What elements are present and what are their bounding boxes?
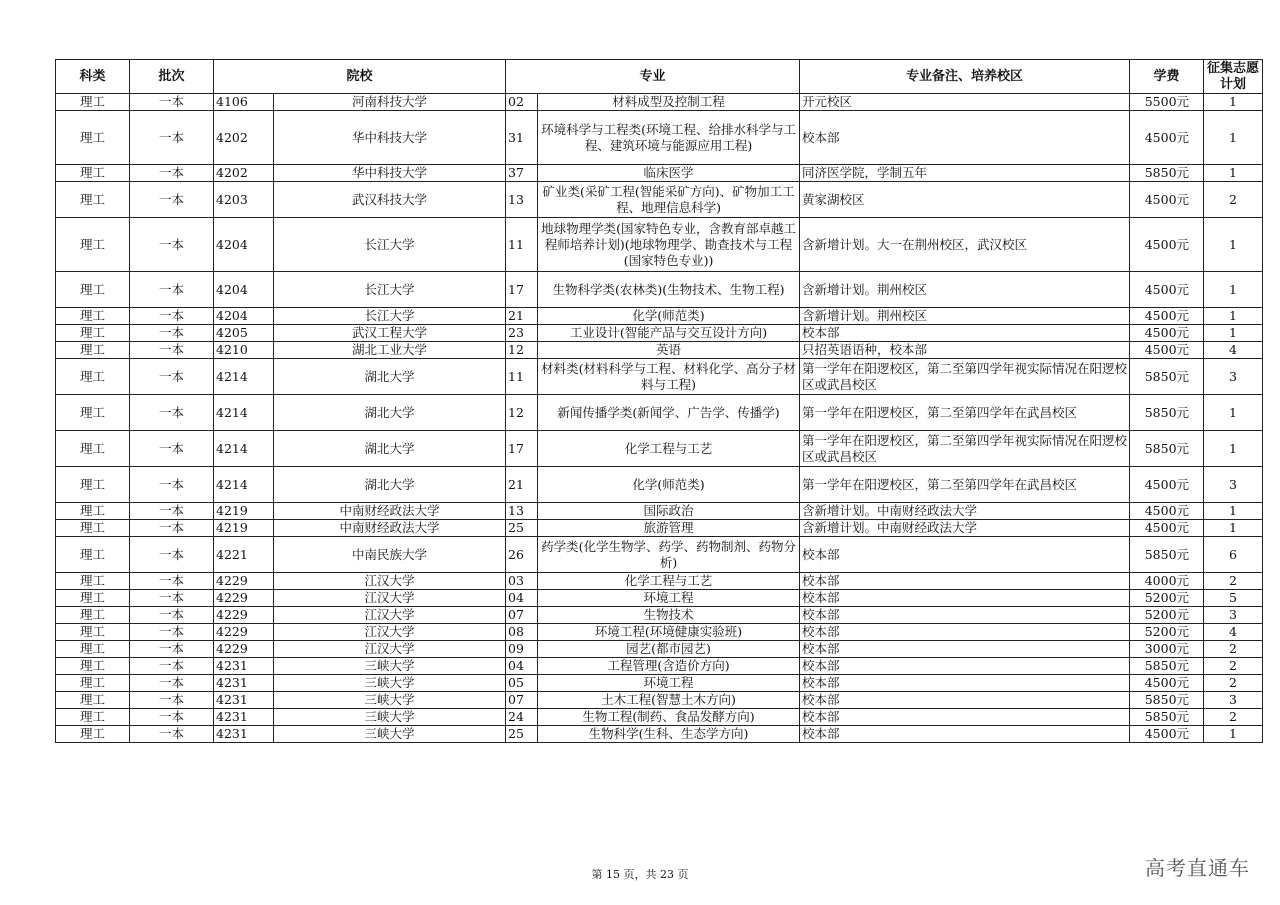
category-cell: 理工 [56,726,130,743]
school-code-cell: 4231 [214,692,274,709]
batch-cell: 一本 [130,467,214,503]
fee-cell: 4500元 [1130,342,1204,359]
major-name-cell: 生物科学类(农林类)(生物技术、生物工程) [538,272,800,308]
note-cell: 校本部 [800,537,1130,573]
note-cell: 含新增计划。大一在荆州校区，武汉校区 [800,218,1130,272]
note-cell: 含新增计划。中南财经政法大学 [800,520,1130,537]
school-code-cell: 4219 [214,503,274,520]
school-code-cell: 4229 [214,641,274,658]
batch-cell: 一本 [130,182,214,218]
plan-cell: 3 [1204,359,1263,395]
fee-cell: 5850元 [1130,709,1204,726]
major-code-cell: 07 [506,607,538,624]
school-name-cell: 湖北大学 [274,359,506,395]
major-code-cell: 25 [506,520,538,537]
batch-cell: 一本 [130,165,214,182]
plan-cell: 1 [1204,726,1263,743]
major-code-cell: 31 [506,111,538,165]
school-name-cell: 湖北大学 [274,431,506,467]
major-name-cell: 旅游管理 [538,520,800,537]
batch-cell: 一本 [130,111,214,165]
school-name-cell: 长江大学 [274,272,506,308]
plan-cell: 2 [1204,658,1263,675]
plan-cell: 1 [1204,520,1263,537]
fee-cell: 5850元 [1130,431,1204,467]
header-fee: 学费 [1130,60,1204,94]
category-cell: 理工 [56,431,130,467]
note-cell: 含新增计划。荆州校区 [800,272,1130,308]
fee-cell: 4500元 [1130,308,1204,325]
major-name-cell: 化学(师范类) [538,308,800,325]
major-code-cell: 17 [506,431,538,467]
note-cell: 第一学年在阳逻校区，第二至第四学年视实际情况在阳逻校区或武昌校区 [800,359,1130,395]
plan-cell: 4 [1204,342,1263,359]
plan-cell: 6 [1204,537,1263,573]
plan-cell: 2 [1204,573,1263,590]
category-cell: 理工 [56,342,130,359]
note-cell: 第一学年在阳逻校区，第二至第四学年视实际情况在阳逻校区或武昌校区 [800,431,1130,467]
fee-cell: 4500元 [1130,675,1204,692]
header-school: 院校 [214,60,506,94]
batch-cell: 一本 [130,395,214,431]
category-cell: 理工 [56,467,130,503]
table-row [56,675,1263,692]
fee-cell: 4500元 [1130,272,1204,308]
plan-cell: 4 [1204,624,1263,641]
school-name-cell: 华中科技大学 [274,165,506,182]
major-name-cell: 新闻传播学类(新闻学、广告学、传播学) [538,395,800,431]
major-name-cell: 国际政治 [538,503,800,520]
fee-cell: 4000元 [1130,573,1204,590]
category-cell: 理工 [56,503,130,520]
school-name-cell: 三峡大学 [274,726,506,743]
school-code-cell: 4214 [214,431,274,467]
table-row [56,182,1263,218]
school-name-cell: 三峡大学 [274,675,506,692]
plan-cell: 1 [1204,431,1263,467]
batch-cell: 一本 [130,624,214,641]
category-cell: 理工 [56,607,130,624]
major-code-cell: 04 [506,590,538,607]
table-row [56,520,1263,537]
major-name-cell: 环境工程 [538,675,800,692]
fee-cell: 4500元 [1130,325,1204,342]
school-code-cell: 4231 [214,658,274,675]
fee-cell: 5200元 [1130,607,1204,624]
fee-cell: 5850元 [1130,537,1204,573]
major-code-cell: 21 [506,308,538,325]
school-name-cell: 武汉科技大学 [274,182,506,218]
school-name-cell: 中南民族大学 [274,537,506,573]
table-row [56,624,1263,641]
school-code-cell: 4214 [214,467,274,503]
fee-cell: 4500元 [1130,726,1204,743]
category-cell: 理工 [56,94,130,111]
major-name-cell: 环境科学与工程类(环境工程、给排水科学与工程、建筑环境与能源应用工程) [538,111,800,165]
table-row [56,709,1263,726]
school-name-cell: 中南财经政法大学 [274,503,506,520]
note-cell: 校本部 [800,709,1130,726]
category-cell: 理工 [56,520,130,537]
school-code-cell: 4210 [214,342,274,359]
category-cell: 理工 [56,325,130,342]
major-code-cell: 23 [506,325,538,342]
table-header-row [56,60,1263,94]
plan-cell: 1 [1204,165,1263,182]
category-cell: 理工 [56,111,130,165]
table-row [56,94,1263,111]
school-code-cell: 4214 [214,395,274,431]
batch-cell: 一本 [130,520,214,537]
fee-cell: 5200元 [1130,590,1204,607]
school-code-cell: 4231 [214,675,274,692]
fee-cell: 5850元 [1130,165,1204,182]
major-code-cell: 05 [506,675,538,692]
table-row [56,272,1263,308]
major-name-cell: 化学工程与工艺 [538,573,800,590]
header-major: 专业 [506,60,800,94]
category-cell: 理工 [56,395,130,431]
note-cell: 黄家湖校区 [800,182,1130,218]
major-name-cell: 园艺(都市园艺) [538,641,800,658]
table-row [56,503,1263,520]
major-code-cell: 37 [506,165,538,182]
note-cell: 校本部 [800,658,1130,675]
table-row [56,395,1263,431]
category-cell: 理工 [56,658,130,675]
fee-cell: 5850元 [1130,395,1204,431]
major-code-cell: 25 [506,726,538,743]
school-code-cell: 4106 [214,94,274,111]
header-batch: 批次 [130,60,214,94]
school-code-cell: 4229 [214,573,274,590]
note-cell: 校本部 [800,726,1130,743]
table-row [56,165,1263,182]
school-name-cell: 华中科技大学 [274,111,506,165]
major-code-cell: 26 [506,537,538,573]
plan-cell: 1 [1204,503,1263,520]
fee-cell: 5200元 [1130,624,1204,641]
table-row [56,537,1263,573]
note-cell: 开元校区 [800,94,1130,111]
plan-cell: 2 [1204,675,1263,692]
table-row [56,726,1263,743]
table-row [56,692,1263,709]
note-cell: 校本部 [800,641,1130,658]
major-code-cell: 12 [506,395,538,431]
school-code-cell: 4214 [214,359,274,395]
batch-cell: 一本 [130,308,214,325]
table-row [56,607,1263,624]
school-name-cell: 三峡大学 [274,709,506,726]
major-code-cell: 03 [506,573,538,590]
school-code-cell: 4229 [214,590,274,607]
category-cell: 理工 [56,641,130,658]
batch-cell: 一本 [130,431,214,467]
plan-cell: 2 [1204,641,1263,658]
school-name-cell: 江汉大学 [274,641,506,658]
major-code-cell: 09 [506,641,538,658]
batch-cell: 一本 [130,709,214,726]
table-row [56,658,1263,675]
school-code-cell: 4202 [214,165,274,182]
major-name-cell: 材料类(材料科学与工程、材料化学、高分子材料与工程) [538,359,800,395]
fee-cell: 4500元 [1130,182,1204,218]
plan-cell: 3 [1204,467,1263,503]
batch-cell: 一本 [130,675,214,692]
table-row [56,573,1263,590]
school-code-cell: 4204 [214,308,274,325]
major-code-cell: 13 [506,182,538,218]
category-cell: 理工 [56,692,130,709]
note-cell: 校本部 [800,624,1130,641]
fee-cell: 4500元 [1130,503,1204,520]
watermark: 高考直通车 [1145,856,1250,880]
major-code-cell: 11 [506,218,538,272]
category-cell: 理工 [56,165,130,182]
category-cell: 理工 [56,573,130,590]
school-name-cell: 河南科技大学 [274,94,506,111]
fee-cell: 5850元 [1130,658,1204,675]
table-row [56,325,1263,342]
header-plan: 征集志愿计划 [1204,60,1263,94]
note-cell: 含新增计划。荆州校区 [800,308,1130,325]
category-cell: 理工 [56,624,130,641]
table-row [56,111,1263,165]
category-cell: 理工 [56,709,130,726]
category-cell: 理工 [56,675,130,692]
major-code-cell: 02 [506,94,538,111]
school-code-cell: 4231 [214,726,274,743]
note-cell: 校本部 [800,590,1130,607]
school-name-cell: 长江大学 [274,308,506,325]
batch-cell: 一本 [130,359,214,395]
major-name-cell: 生物技术 [538,607,800,624]
major-name-cell: 生物科学(生科、生态学方向) [538,726,800,743]
major-name-cell: 环境工程(环境健康实验班) [538,624,800,641]
school-code-cell: 4204 [214,218,274,272]
batch-cell: 一本 [130,726,214,743]
major-name-cell: 化学工程与工艺 [538,431,800,467]
batch-cell: 一本 [130,503,214,520]
fee-cell: 3000元 [1130,641,1204,658]
category-cell: 理工 [56,537,130,573]
batch-cell: 一本 [130,607,214,624]
fee-cell: 4500元 [1130,111,1204,165]
page-number: 第 15 页，共 23 页 [591,868,689,881]
major-name-cell: 工程管理(含造价方向) [538,658,800,675]
major-code-cell: 07 [506,692,538,709]
school-name-cell: 江汉大学 [274,607,506,624]
plan-cell: 1 [1204,272,1263,308]
fee-cell: 5500元 [1130,94,1204,111]
school-name-cell: 中南财经政法大学 [274,520,506,537]
batch-cell: 一本 [130,641,214,658]
batch-cell: 一本 [130,658,214,675]
major-code-cell: 11 [506,359,538,395]
table-row [56,431,1263,467]
school-name-cell: 湖北大学 [274,467,506,503]
note-cell: 第一学年在阳逻校区，第二至第四学年在武昌校区 [800,467,1130,503]
header-category: 科类 [56,60,130,94]
batch-cell: 一本 [130,94,214,111]
plan-cell: 1 [1204,308,1263,325]
major-name-cell: 化学(师范类) [538,467,800,503]
batch-cell: 一本 [130,272,214,308]
major-name-cell: 材料成型及控制工程 [538,94,800,111]
note-cell: 只招英语语种，校本部 [800,342,1130,359]
fee-cell: 4500元 [1130,520,1204,537]
school-code-cell: 4229 [214,607,274,624]
category-cell: 理工 [56,272,130,308]
school-code-cell: 4221 [214,537,274,573]
plan-cell: 2 [1204,182,1263,218]
major-name-cell: 土木工程(智慧土木方向) [538,692,800,709]
school-code-cell: 4203 [214,182,274,218]
school-code-cell: 4202 [214,111,274,165]
note-cell: 同济医学院，学制五年 [800,165,1130,182]
note-cell: 校本部 [800,573,1130,590]
school-name-cell: 湖北工业大学 [274,342,506,359]
school-code-cell: 4219 [214,520,274,537]
category-cell: 理工 [56,308,130,325]
category-cell: 理工 [56,590,130,607]
note-cell: 校本部 [800,325,1130,342]
major-code-cell: 04 [506,658,538,675]
plan-cell: 1 [1204,94,1263,111]
major-name-cell: 生物工程(制药、食品发酵方向) [538,709,800,726]
major-code-cell: 24 [506,709,538,726]
plan-cell: 1 [1204,218,1263,272]
major-name-cell: 地球物理学类(国家特色专业，含教育部卓越工程师培养计划)(地球物理学、勘查技术与工程(国家特色专业)) [538,218,800,272]
school-name-cell: 湖北大学 [274,395,506,431]
note-cell: 校本部 [800,692,1130,709]
batch-cell: 一本 [130,537,214,573]
table-row [56,467,1263,503]
fee-cell: 5850元 [1130,692,1204,709]
school-code-cell: 4205 [214,325,274,342]
fee-cell: 4500元 [1130,467,1204,503]
batch-cell: 一本 [130,218,214,272]
major-code-cell: 17 [506,272,538,308]
school-name-cell: 三峡大学 [274,692,506,709]
category-cell: 理工 [56,218,130,272]
plan-cell: 5 [1204,590,1263,607]
batch-cell: 一本 [130,325,214,342]
note-cell: 校本部 [800,111,1130,165]
plan-cell: 1 [1204,325,1263,342]
school-name-cell: 江汉大学 [274,590,506,607]
table-row [56,218,1263,272]
major-code-cell: 21 [506,467,538,503]
category-cell: 理工 [56,359,130,395]
plan-cell: 3 [1204,607,1263,624]
school-code-cell: 4231 [214,709,274,726]
note-cell: 第一学年在阳逻校区，第二至第四学年在武昌校区 [800,395,1130,431]
table-row [56,308,1263,325]
header-note: 专业备注、培养校区 [800,60,1130,94]
major-name-cell: 英语 [538,342,800,359]
table-row [56,359,1263,395]
fee-cell: 5850元 [1130,359,1204,395]
batch-cell: 一本 [130,342,214,359]
fee-cell: 4500元 [1130,218,1204,272]
note-cell: 校本部 [800,675,1130,692]
school-code-cell: 4229 [214,624,274,641]
major-name-cell: 工业设计(智能产品与交互设计方向) [538,325,800,342]
plan-cell: 1 [1204,395,1263,431]
major-code-cell: 08 [506,624,538,641]
note-cell: 校本部 [800,607,1130,624]
school-name-cell: 长江大学 [274,218,506,272]
table-row [56,590,1263,607]
batch-cell: 一本 [130,692,214,709]
table-row [56,641,1263,658]
batch-cell: 一本 [130,590,214,607]
admission-plan-table [55,59,1263,743]
major-code-cell: 13 [506,503,538,520]
plan-cell: 3 [1204,692,1263,709]
major-name-cell: 临床医学 [538,165,800,182]
major-code-cell: 12 [506,342,538,359]
category-cell: 理工 [56,182,130,218]
school-name-cell: 江汉大学 [274,624,506,641]
school-name-cell: 三峡大学 [274,658,506,675]
school-code-cell: 4204 [214,272,274,308]
major-name-cell: 矿业类(采矿工程(智能采矿方向)、矿物加工工程、地理信息科学) [538,182,800,218]
major-name-cell: 环境工程 [538,590,800,607]
major-name-cell: 药学类(化学生物学、药学、药物制剂、药物分析) [538,537,800,573]
school-name-cell: 江汉大学 [274,573,506,590]
plan-cell: 1 [1204,111,1263,165]
plan-cell: 2 [1204,709,1263,726]
note-cell: 含新增计划。中南财经政法大学 [800,503,1130,520]
table-row [56,342,1263,359]
school-name-cell: 武汉工程大学 [274,325,506,342]
batch-cell: 一本 [130,573,214,590]
